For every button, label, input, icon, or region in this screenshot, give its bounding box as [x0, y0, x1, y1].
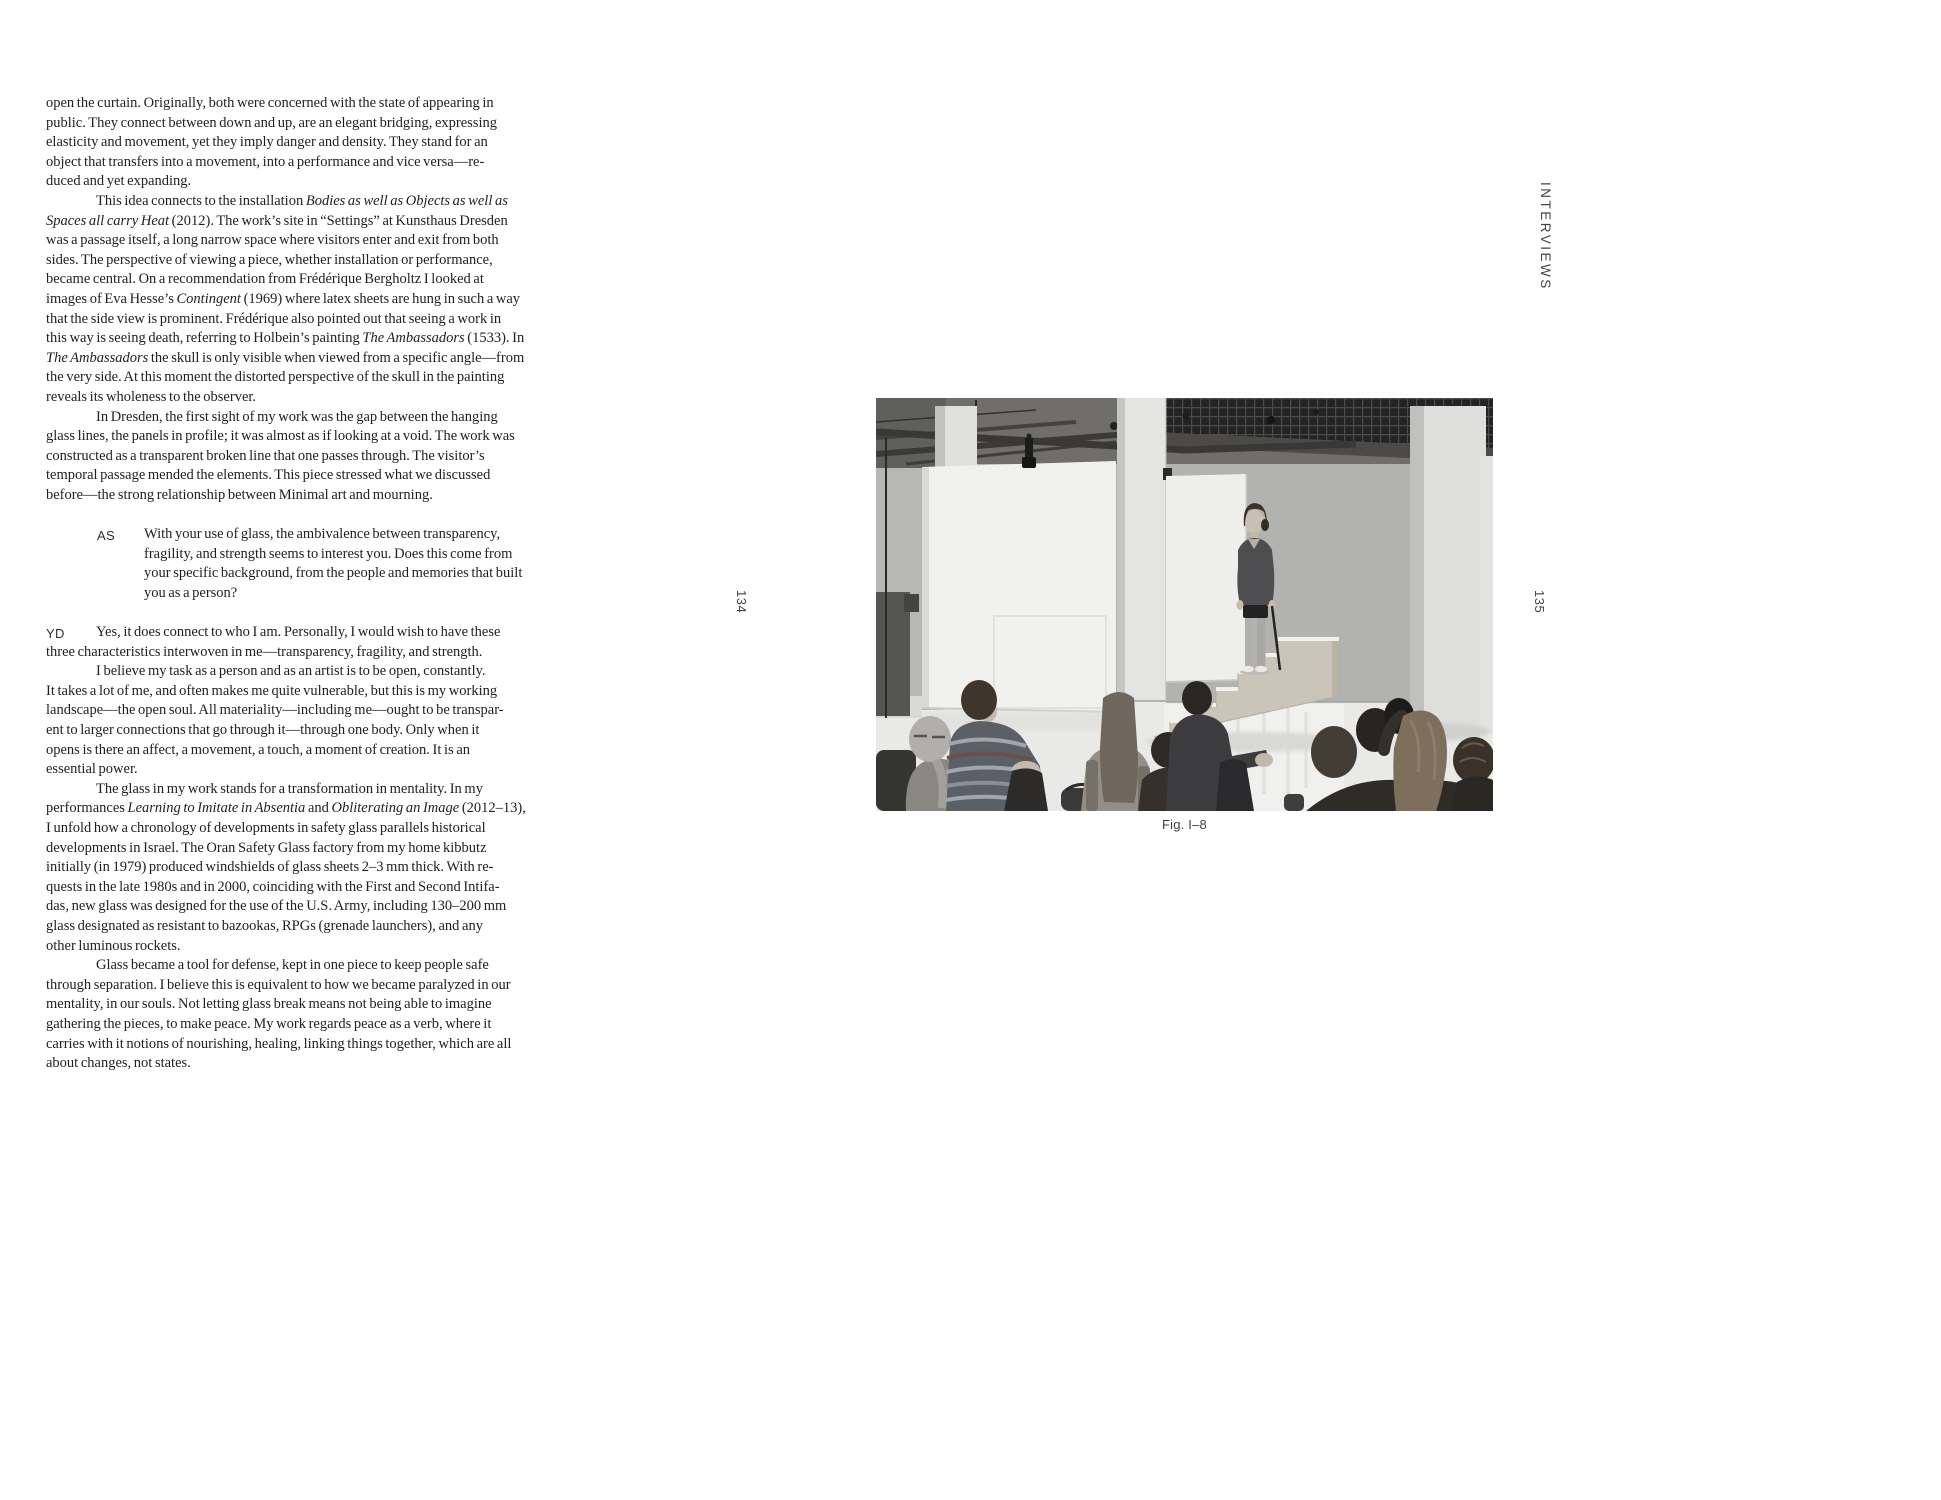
- qa-paragraph: [46, 623, 606, 662]
- performer-leg: [1257, 618, 1266, 667]
- spotlight: [1183, 413, 1190, 420]
- text-line: reveals its wholeness to the observer.: [46, 388, 257, 405]
- chapter-edge-marker: INTERVIEWS: [1538, 182, 1553, 291]
- text-line: elasticity and movement, yet they imply danger and density. They stand for an: [46, 134, 488, 151]
- wall-panel-right: [1166, 474, 1246, 682]
- audience-head: [909, 716, 951, 762]
- text-line: I unfold how a chronology of developments in safety glass parallels historical: [46, 819, 486, 836]
- text-line: temporal passage mended the elements. This piece stressed what we discussed: [46, 467, 491, 484]
- panel-reflection: [924, 712, 1116, 730]
- text-line: through separation. I believe this is equivalent to how we became paralyzed in our: [46, 976, 511, 993]
- performer-sweater: [1237, 538, 1274, 605]
- performer-shoe: [1255, 666, 1267, 672]
- text-line: became central. On a recommendation from Frédérique Bergholtz I looked at: [46, 271, 484, 288]
- text-line: ent to larger connections that go through it—through one body. Only when it: [46, 722, 480, 738]
- text-line: Spaces all carry Heat (2012). The work’s site in “Settings” at Kunsthaus Dresden: [46, 212, 508, 229]
- text-line: open the curtain. Originally, both were concerned with the state of appearing in: [46, 95, 494, 111]
- text-line: landscape—the open soul. All materiality—including me—ought to be transpar-: [46, 702, 504, 719]
- text-line: this way is seeing death, referring to Holbein’s painting The Ambassadors (1533). In: [46, 330, 525, 347]
- text-line: you as a person?: [144, 584, 238, 601]
- text-line: essential power.: [46, 761, 138, 778]
- text-line: Yes, it does connect to who I am. Personally, I would wish to have these: [96, 624, 501, 641]
- text-line: was a passage itself, a long narrow space where visitors enter and exit from both: [46, 232, 499, 249]
- text-line: opens is there an affect, a movement, a touch, a moment of creation. It is an: [46, 741, 471, 758]
- text-line: public. They connect between down and up, are an elegant bridging, expressing: [46, 114, 497, 131]
- text-line: sides. The perspective of viewing a piece, whether installation or performance,: [46, 251, 493, 268]
- text-line: three characteristics interwoven in me—transparency, fragility, and strength.: [46, 643, 483, 660]
- text-line: object that transfers into a movement, into a performance and vice versa—re-: [46, 153, 485, 170]
- page-number-left: 134: [734, 590, 749, 614]
- text-line: quests in the late 1980s and in 2000, coinciding with the First and Second Intifa-: [46, 878, 500, 895]
- text-line: This idea connects to the installation Bodies as well as Objects as well as: [96, 192, 508, 209]
- wall-panel-left: [922, 461, 1116, 730]
- text-line: initially (in 1979) produced windshields of glass sheets 2–3 mm thick. With re-: [46, 859, 494, 876]
- performer-face: [1245, 510, 1264, 534]
- text-line: developments in Israel. The Oran Safety Glass factory from my home kibbutz: [46, 839, 487, 856]
- audience-head: [1311, 726, 1357, 778]
- audience-head: [1100, 692, 1138, 803]
- text-line: Glass became a tool for defense, kept in one piece to keep people safe: [96, 957, 489, 974]
- figure: [876, 398, 1493, 811]
- speaker-label: AS: [97, 528, 115, 544]
- audience-head: [1182, 681, 1212, 715]
- center-column: [1117, 398, 1172, 700]
- spotlight: [1313, 409, 1319, 415]
- text-line: The glass in my work stands for a transformation in mentality. In my: [96, 780, 483, 797]
- text-line: It takes a lot of me, and often makes me quite vulnerable, but this is my working: [46, 682, 498, 699]
- text-line: With your use of glass, the ambivalence between transparency,: [144, 526, 501, 543]
- spotlight: [1267, 416, 1275, 424]
- text-line: das, new glass was designed for the use of the U.S. Army, including 130–200 mm: [46, 898, 507, 915]
- audience: [876, 680, 1493, 811]
- text-line: mentality, in our souls. Not letting glass break means not being able to imagine: [46, 996, 492, 1013]
- body-paragraph: [46, 192, 606, 408]
- text-line: glass lines, the panels in profile; it was almost as if looking at a void. The work was: [46, 428, 515, 445]
- right-column: [1406, 406, 1493, 740]
- audience-head: [961, 680, 997, 720]
- text-line: performances Learning to Imitate in Absentia and Obliterating an Image (2012–13),: [46, 800, 526, 817]
- text-line: fragility, and strength seems to interest you. Does this come from: [144, 545, 513, 562]
- body-paragraph: [46, 780, 606, 956]
- text-line: The Ambassadors the skull is only visible when viewed from a specific angle—from: [46, 349, 525, 366]
- left-column: [935, 406, 977, 468]
- interview-text-column: [46, 94, 606, 1074]
- gallery-photo: [876, 398, 1493, 811]
- text-line: other luminous rockets.: [46, 937, 181, 954]
- speaker-label: YD: [46, 626, 65, 642]
- text-line: the very side. At this moment the distorted perspective of the skull in the painting: [46, 369, 505, 386]
- page-number-right: 135: [1532, 590, 1547, 614]
- body-paragraph: [46, 408, 606, 506]
- text-line: In Dresden, the first sight of my work was the gap between the hanging: [96, 408, 498, 425]
- qa-paragraph: [46, 525, 606, 603]
- text-line: your specific background, from the people and memories that built: [144, 565, 523, 582]
- body-paragraph: [46, 662, 606, 780]
- performer-leg: [1245, 618, 1254, 667]
- text-line: carries with it notions of nourishing, healing, linking things together, which are all: [46, 1035, 512, 1052]
- body-paragraph: [46, 94, 606, 192]
- spotlight: [1110, 422, 1118, 430]
- text-line: before—the strong relationship between Minimal art and mourning.: [46, 486, 433, 503]
- text-line: gathering the pieces, to make peace. My work regards peace as a verb, where it: [46, 1015, 492, 1032]
- text-line: images of Eva Hesse’s Contingent (1969) where latex sheets are hung in such a way: [46, 290, 521, 307]
- text-line: duced and yet expanding.: [46, 173, 192, 190]
- body-paragraph: [46, 956, 606, 1074]
- text-line: about changes, not states.: [46, 1055, 191, 1072]
- text-line: that the side view is prominent. Frédérique also pointed out that seeing a work in: [46, 310, 502, 327]
- text-line: constructed as a transparent broken line that one passes through. The visitor’s: [46, 447, 485, 464]
- text-line: I believe my task as a person and as an artist is to be open, constantly.: [96, 663, 486, 680]
- performer-shoe: [1242, 666, 1254, 672]
- figure-caption: Fig. I–8: [1162, 817, 1207, 832]
- text-line: glass designated as resistant to bazookas, RPGs (grenade launchers), and any: [46, 917, 483, 934]
